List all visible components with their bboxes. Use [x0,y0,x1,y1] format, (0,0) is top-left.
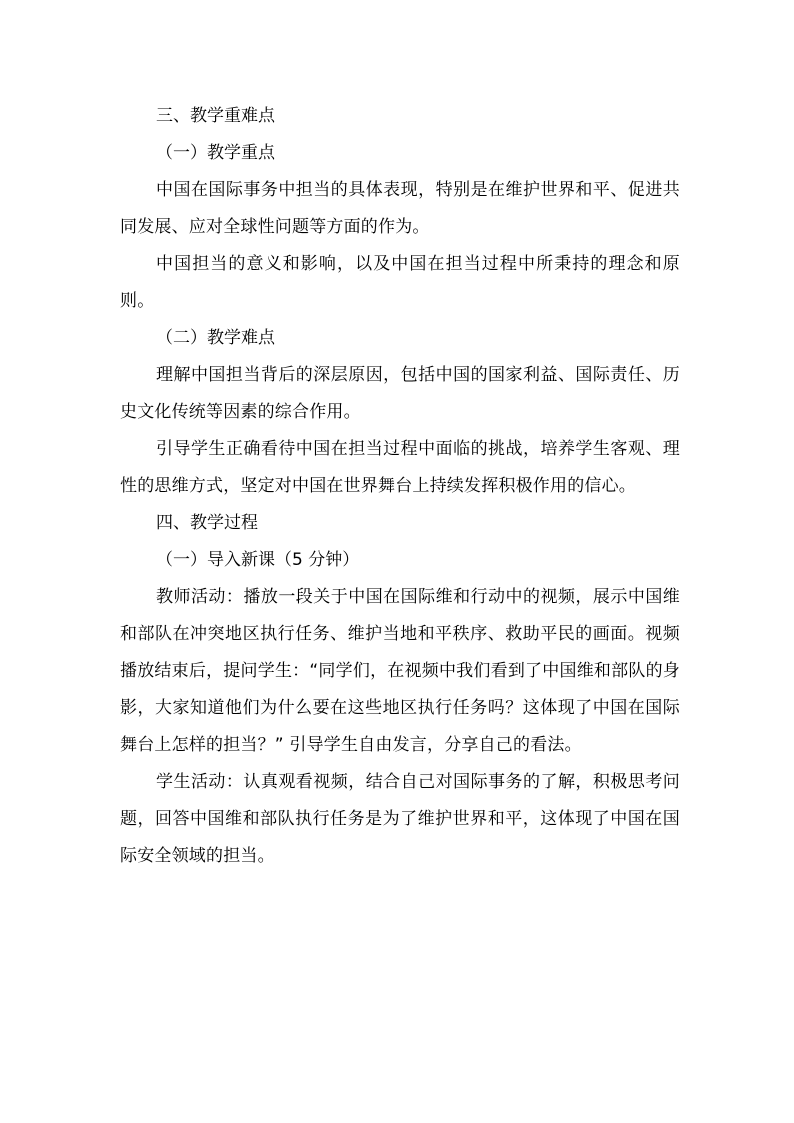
subsection-title-key-points: （一）教学重点 [156,143,275,163]
subsection-title-difficulties: （二）教学难点 [156,328,275,348]
teacher-activity-paragraph: 教师活动：播放一段关于中国在国际维和行动中的视频，展示中国维和部队在冲突地区执行任务、维护当地和平秩序、救助平民的画面。视频播放结束后，提问学生：“同学们，在视频中我们看到了中国维和部队的身影，大家知道他们为什么要在这些地区执行任务吗？这体现了中国在国际舞台上怎样的担当？” 引导学生自由发言，分享自己的看法。 [120,587,680,755]
difficulty-paragraph-2: 引导学生正确看待中国在担当过程中面临的挑战，培养学生客观、理性的思维方式，坚定对中国在世界舞台上持续发挥积极作用的信心。 [120,439,680,496]
key-point-paragraph-2: 中国担当的意义和影响，以及中国在担当过程中所秉持的理念和原则。 [120,254,680,311]
section-title-teaching-process: 四、教学过程 [156,513,258,533]
section-title-teaching-focus: 三、教学重难点 [156,106,275,126]
subsection-title-introduction: （一）导入新课（5 分钟） [156,550,360,570]
student-activity-paragraph: 学生活动：认真观看视频，结合自己对国际事务的了解，积极思考问题，回答中国维和部队执行任务是为了维护世界和平，这体现了中国在国际安全领域的担当。 [120,772,680,866]
key-point-paragraph-1: 中国在国际事务中担当的具体表现，特别是在维护世界和平、促进共同发展、应对全球性问题等方面的作为。 [120,180,680,237]
difficulty-paragraph-1: 理解中国担当背后的深层原因，包括中国的国家利益、国际责任、历史文化传统等因素的综合作用。 [120,365,680,422]
document-body [120,98,680,875]
